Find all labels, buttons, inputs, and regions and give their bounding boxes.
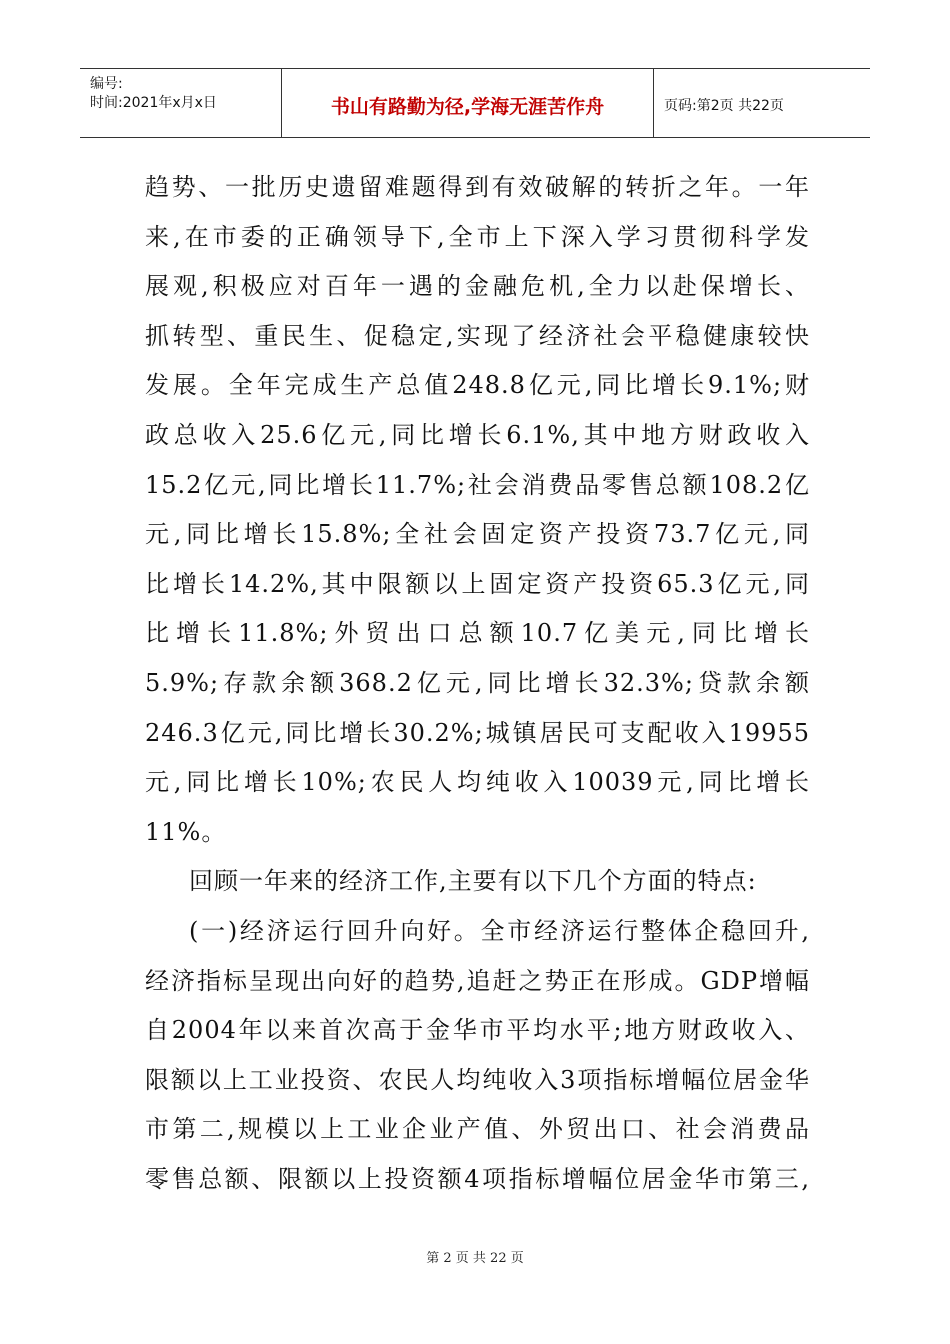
text-line: 元,同比增长15.8%;全社会固定资产投资73.7亿元,同 <box>145 520 810 549</box>
paragraph-start-line: 回顾一年来的经济工作,主要有以下几个方面的特点: <box>189 867 757 896</box>
text-line: 市第二,规模以上工业企业产值、外贸出口、社会消费品 <box>145 1115 810 1144</box>
text-line: 5.9%;存款余额368.2亿元,同比增长32.3%;贷款余额 <box>145 668 810 697</box>
text-line: 展观,积极应对百年一遇的金融危机,全力以赴保增长、 <box>145 272 810 301</box>
header-page-info: 页码:第2页 共22页 <box>664 98 784 114</box>
text-line: 零售总额、限额以上投资额4项指标增幅位居金华市第三, <box>145 1164 810 1193</box>
text-line: 15.2亿元,同比增长11.7%;社会消费品零售总额108.2亿 <box>145 470 810 499</box>
text-line: 自2004年以来首次高于金华市平均水平;地方财政收入、 <box>145 1016 810 1045</box>
text-line: 政总收入25.6亿元,同比增长6.1%,其中地方财政收入 <box>145 420 810 449</box>
text-line: 趋势、一批历史遗留难题得到有效破解的转折之年。一年 <box>145 173 810 201</box>
document-body <box>145 163 810 1204</box>
text-line: 限额以上工业投资、农民人均纯收入3项指标增幅位居金华 <box>145 1065 810 1094</box>
text-line: 抓转型、重民生、促稳定,实现了经济社会平稳健康较快 <box>145 321 810 350</box>
text-line: 246.3亿元,同比增长30.2%;城镇居民可支配收入19955 <box>145 718 810 747</box>
text-line: 来,在市委的正确领导下,全市上下深入学习贯彻科学发 <box>145 222 810 251</box>
section-heading-line: (一)经济运行回升向好。全市经济运行整体企稳回升, <box>189 916 810 945</box>
text-line: 元,同比增长10%;农民人均纯收入10039元,同比增长 <box>145 768 810 797</box>
header-meta <box>80 69 282 137</box>
document-number-label: 编号: <box>90 76 123 92</box>
text-line: 比增长11.8%;外贸出口总额10.7亿美元,同比增长 <box>145 619 810 648</box>
document-date: 时间:2021年x月x日 <box>90 95 217 111</box>
text-line: 比增长14.2%,其中限额以上固定资产投资65.3亿元,同 <box>145 569 810 598</box>
text-line: 经济指标呈现出向好的趋势,追赶之势正在形成。GDP增幅 <box>145 966 810 995</box>
header-motto: 书山有路勤为径,学海无涯苦作舟 <box>282 69 654 137</box>
text-line: 11%。 <box>145 817 227 846</box>
page-header <box>80 68 870 138</box>
page-footer: 第 2 页 共 22 页 <box>426 1251 524 1266</box>
text-line: 发展。全年完成生产总值248.8亿元,同比增长9.1%;财 <box>145 371 810 400</box>
